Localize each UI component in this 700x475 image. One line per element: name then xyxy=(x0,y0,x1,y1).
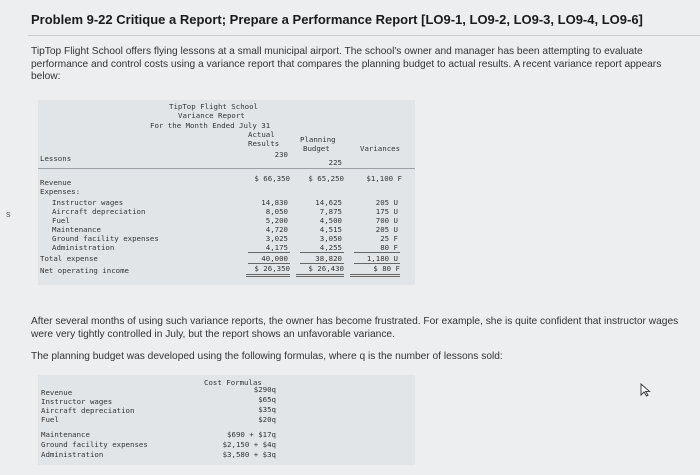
formula-value: $35q xyxy=(258,405,276,414)
expense-planning: 3,050 xyxy=(319,234,342,243)
problem-intro: TipTop Flight School offers flying lessons at a small municipal airport. The school's owner and manager has been attempting to evaluate performance and control costs using a variance report that compares the planning budget to actual results. A recent variance report appears below: xyxy=(31,46,662,82)
col-variances: Variances xyxy=(360,144,401,153)
cost-formulas-header: Cost Formulas xyxy=(204,378,262,387)
lessons-label: Lessons xyxy=(40,154,72,163)
expense-actual: 3,025 xyxy=(265,234,288,243)
net-income-planning: $ 26,430 xyxy=(308,264,344,273)
revenue-variance: $1,100 F xyxy=(366,174,402,183)
revenue-planning: $ 65,250 xyxy=(308,174,344,183)
total-expense-variance: 1,180 U xyxy=(366,254,398,263)
title-divider xyxy=(28,35,700,36)
expense-label: Aircraft depreciation xyxy=(52,207,146,216)
problem-title: Problem 9-22 Critique a Report; Prepare a Performance Report [LO9-1, LO9-2, LO9-3, LO9-4, LO9-6] xyxy=(31,12,643,27)
double-underline xyxy=(296,274,344,275)
expense-planning: 4,500 xyxy=(319,216,342,225)
expense-actual: 4,720 xyxy=(265,225,288,234)
double-underline xyxy=(350,274,400,275)
expense-variance: 205 U xyxy=(375,198,398,207)
net-income-variance: $ 80 F xyxy=(373,264,400,273)
double-underline xyxy=(246,276,290,277)
net-income-actual: $ 26,350 xyxy=(254,264,290,273)
col-actual-line1: Actual xyxy=(248,130,275,139)
total-expense-planning: 38,820 xyxy=(315,254,342,263)
formula-label: Instructor wages xyxy=(41,397,113,406)
col-planning-line2: Budget xyxy=(303,144,330,153)
formula-label: Maintenance xyxy=(41,430,90,439)
formula-label: Aircraft depreciation xyxy=(41,406,135,415)
expense-variance: 80 F xyxy=(380,243,398,252)
expense-actual: 5,200 xyxy=(265,216,288,225)
expenses-label: Expenses: xyxy=(40,187,81,196)
expense-planning: 4,515 xyxy=(319,225,342,234)
formula-value: $20q xyxy=(258,415,276,424)
expense-actual: 8,050 xyxy=(265,207,288,216)
lessons-planning: 225 xyxy=(328,158,342,167)
expense-label: Maintenance xyxy=(52,225,101,234)
paragraph-formulas-intro: The planning budget was developed using the following formulas, where q is the number of lessons sold: xyxy=(31,351,503,362)
expense-label: Administration xyxy=(52,243,115,252)
header-rule xyxy=(38,168,415,169)
expense-actual: 4,175 xyxy=(265,243,288,252)
total-expense-actual: 40,000 xyxy=(261,254,288,263)
expense-planning: 7,875 xyxy=(319,207,342,216)
expense-variance: 175 U xyxy=(375,207,398,216)
formula-value: $690 + $17q xyxy=(227,430,276,439)
subtotal-underline xyxy=(248,252,290,253)
report-period: For the Month Ended July 31 xyxy=(150,121,271,130)
expense-label: Instructor wages xyxy=(52,198,124,207)
formula-value: $65q xyxy=(258,395,276,404)
formula-label: Ground facility expenses xyxy=(41,440,148,449)
formula-label: Revenue xyxy=(41,388,73,397)
formula-value: $2,150 + $4q xyxy=(222,440,276,449)
formula-value: $290q xyxy=(253,385,276,394)
expense-variance: 205 U xyxy=(375,225,398,234)
expense-planning: 4,255 xyxy=(319,243,342,252)
mouse-pointer-icon xyxy=(640,383,652,397)
double-underline xyxy=(350,276,400,277)
total-expense-label: Total expense xyxy=(40,254,98,263)
expense-label: Fuel xyxy=(52,216,70,225)
variance-report xyxy=(38,100,415,285)
lessons-actual: 230 xyxy=(274,150,288,159)
formula-label: Fuel xyxy=(41,415,59,424)
formula-label: Administration xyxy=(41,450,104,459)
report-name: Variance Report xyxy=(178,111,245,120)
subtotal-underline xyxy=(300,252,344,253)
formula-value: $3,580 + $3q xyxy=(222,450,276,459)
margin-mark: s xyxy=(6,209,11,219)
double-underline xyxy=(246,274,290,275)
net-income-label: Net operating income xyxy=(40,266,129,275)
revenue-label: Revenue xyxy=(40,178,72,187)
cost-formulas-table xyxy=(38,375,415,465)
double-underline xyxy=(296,276,344,277)
expense-actual: 14,830 xyxy=(261,198,288,207)
expense-label: Ground facility expenses xyxy=(52,234,159,243)
expense-variance: 25 F xyxy=(380,234,398,243)
subtotal-underline xyxy=(354,252,400,253)
report-company: TipTop Flight School xyxy=(169,102,258,111)
col-actual-line2: Results xyxy=(248,139,280,148)
paragraph-frustration: After several months of using such variance reports, the owner has become frustrated. For example, she is quite confident that instructor wages were very tightly controlled in July, but the report shows an unfavorable variance. xyxy=(31,316,679,340)
expense-planning: 14,625 xyxy=(315,198,342,207)
expense-variance: 700 U xyxy=(375,216,398,225)
col-planning-line1: Planning xyxy=(300,135,336,144)
revenue-actual: $ 66,350 xyxy=(254,174,290,183)
